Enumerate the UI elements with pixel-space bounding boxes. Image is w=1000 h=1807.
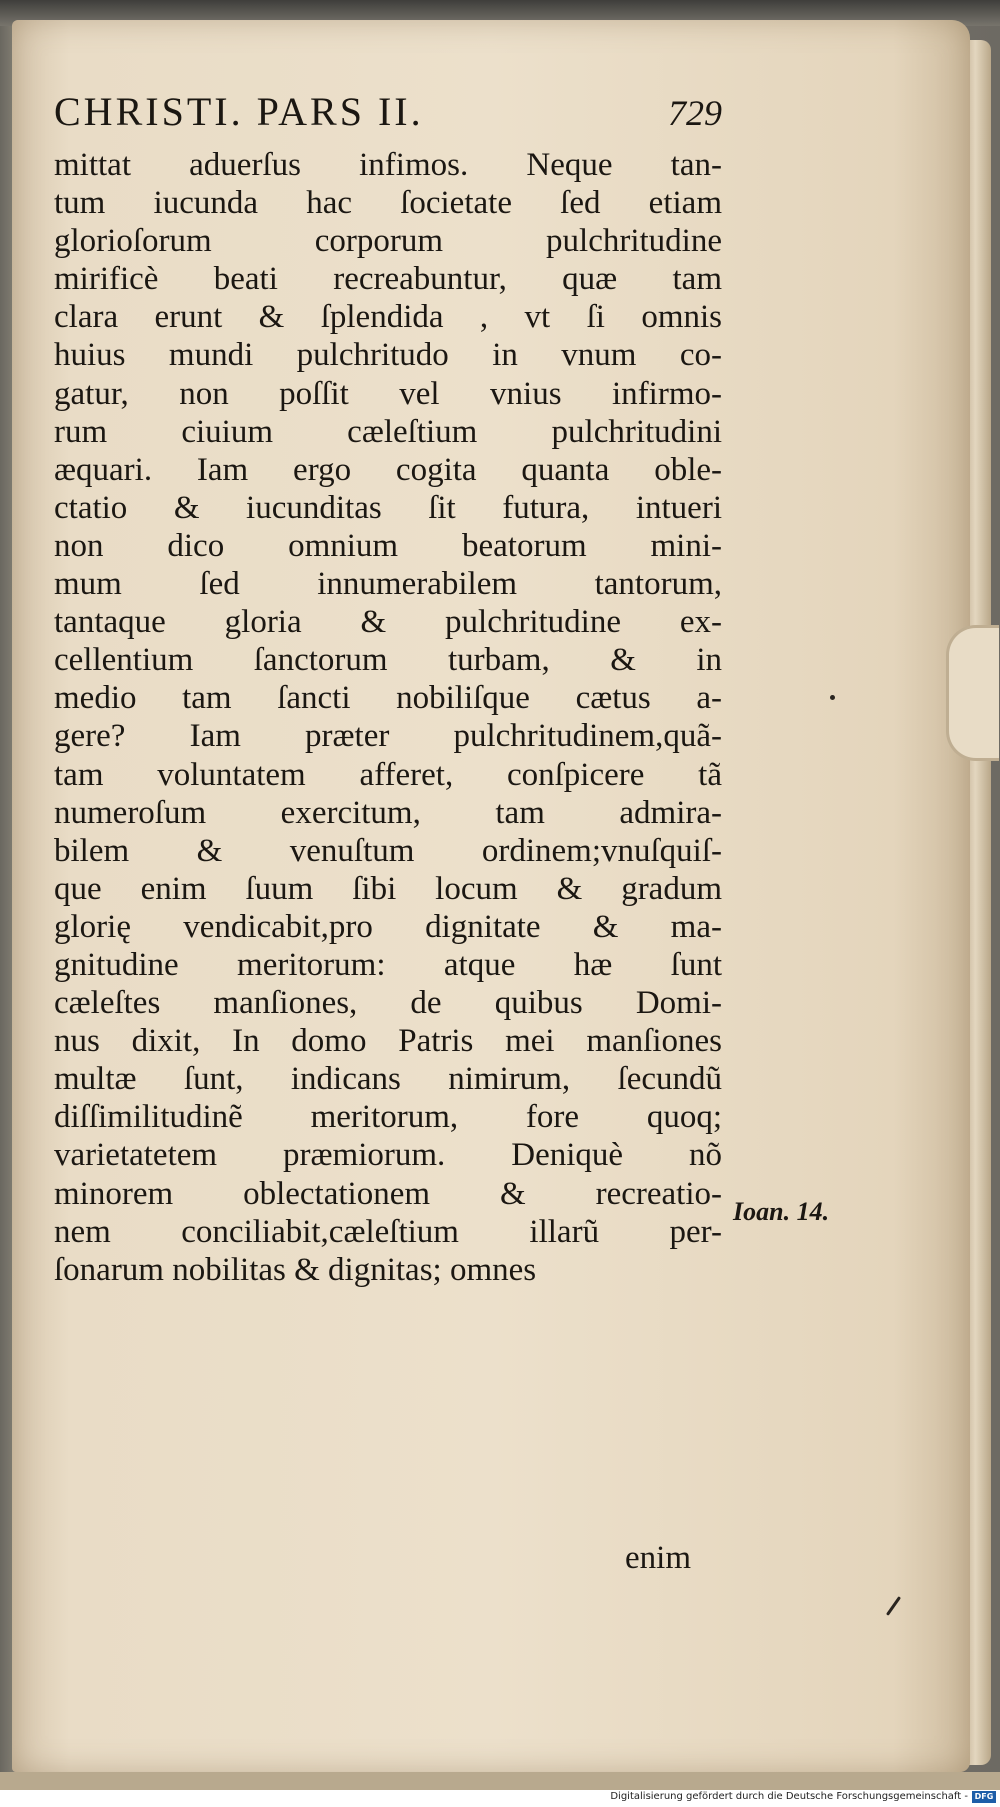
page-tab-clip: [946, 625, 999, 761]
text-line: gere? Iam præter pulchritudinem,quã-: [54, 718, 722, 755]
scan-bottom-edge: [0, 1772, 1000, 1790]
text-line: cellentium ſanctorum turbam, & in: [54, 642, 722, 679]
text-line: varietatetem præmiorum. Deniquè nõ: [54, 1137, 722, 1174]
text-line: tantaque gloria & pulchritudine ex-: [54, 604, 722, 641]
text-line: bilem & venuſtum ordinem;vnuſquiſ-: [54, 832, 722, 869]
text-block: [54, 88, 722, 1289]
text-line: numeroſum exercitum, tam admira-: [54, 794, 722, 831]
text-line: diſſimilitudinẽ meritorum, fore quoq;: [54, 1099, 722, 1136]
catchword: enim: [625, 1540, 691, 1576]
running-title: CHRISTI. PARS II.: [54, 89, 424, 134]
text-line: clara erunt & ſplendida , vt ſi omnis: [54, 299, 722, 336]
text-line: ſonarum nobilitas & dignitas; omnes: [54, 1251, 537, 1288]
text-line: cæleſtes manſiones, de quibus Domi-: [54, 985, 722, 1022]
dfg-logo: DFG: [972, 1791, 996, 1803]
text-line: gatur, non poſſit vel vnius infirmo-: [54, 375, 722, 412]
text-line: multæ ſunt, indicans nimirum, ſecundũ: [54, 1061, 722, 1098]
text-line: ctatio & iucunditas ſit futura, intueri: [54, 489, 722, 526]
margin-note: Ioan. 14.: [733, 1197, 830, 1226]
text-line: glorioſorum corporum pulchritudine: [54, 223, 722, 260]
text-line: æquari. Iam ergo cogita quanta oble-: [54, 451, 722, 488]
text-line: minorem oblectationem & recreatio-: [54, 1175, 722, 1212]
text-line: rum ciuium cæleſtium pulchritudini: [54, 413, 722, 450]
text-line: nem conciliabit,cæleſtium illarũ per-: [54, 1213, 722, 1250]
page-header: [54, 88, 722, 146]
dust-speck: [830, 695, 835, 700]
text-line: tum iucunda hac ſocietate ſed etiam: [54, 185, 722, 222]
text-line: nus dixit, In domo Patris mei manſiones: [54, 1023, 722, 1060]
footer-credit: Digitalisierung gefördert durch die Deutsche Forschungsgemeinschaft -: [610, 1791, 968, 1802]
text-line: que enim ſuum ſibi locum & gradum: [54, 870, 722, 907]
text-line: gnitudine meritorum: atque hæ ſunt: [54, 946, 722, 983]
text-line: medio tam ſancti nobiliſque cætus a-: [54, 680, 722, 717]
text-line: mittat aduerſus infimos. Neque tan-: [54, 147, 722, 183]
text-line: mum ſed innumerabilem tantorum,: [54, 566, 722, 603]
text-line: tam voluntatem afferet, conſpicere tã: [54, 756, 722, 793]
page-number: 729: [668, 93, 722, 133]
text-line: glorię vendicabit,pro dignitate & ma-: [54, 908, 722, 945]
body-text: [54, 146, 722, 1289]
text-line: non dico omnium beatorum mini-: [54, 527, 722, 564]
text-line: huius mundi pulchritudo in vnum co-: [54, 337, 722, 374]
text-line: mirificè beati recreabuntur, quæ tam: [54, 261, 722, 298]
